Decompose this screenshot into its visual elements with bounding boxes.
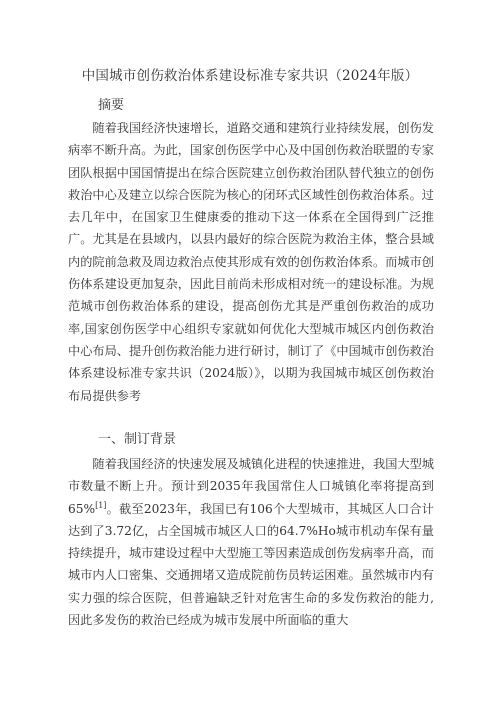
document-title: 中国城市创伤救治体系建设标准专家共识（2024年版） [81, 68, 419, 84]
background-text-part-b: 。截至2023年，我国已有106个大型城市，其城区人口合计达到了3.72亿，占全国城市城区人口的64.7%Ho城市机动车保有量持续提升，城市建设过程中大型施工等因素造成创伤发病率升高，而城市内人口密集、交通拥堵又造成院前伤员转运困难。虽然城市内有实力强的综合医院，但普遍缺乏针对危害生命的多发伤救治的能力,因此多发伤的救治已经成为城市发展中所面临的重大 [68, 501, 434, 628]
reference-marker: [1] [95, 500, 107, 510]
section-heading-background: 一、制订背景 [98, 432, 177, 447]
background-paragraph [68, 453, 434, 631]
abstract-paragraph: 随着我国经济快速增长，道路交通和建筑行业持续发展，创伤发病率不断升高。为此，国家创伤医学中心及中国创伤救治联盟的专家团队根据中国国情提出在综合医院建立创伤救治团队替代独立的创伤救治中心及建立以综合医院为核心的闭环式区域性创伤救治体系。过去几年中，在国家卫生健康委的推动下这一体系在全国得到广泛推广。尤其是在县域内，以县内最好的综合医院为救治主体，整合县域内的院前急救及周边救治点使其形成有效的创伤救治体系。而城市创伤体系建设更加复杂，因此目前尚未形成相对统一的建设标准。为规范城市创伤救治体系的建设，提高创伤尤其是严重创伤救治的成功率,国家创伤医学中心组织专家就如何优化大型城市城区内创伤救治中心布局、提升创伤救治能力进行研讨，制订了《中国城市创伤救治体系建设标准专家共识（2024版）》，以期为我国城市城区创伤救治布局提供参考 [68, 121, 434, 403]
background-text-part-a: 随着我国经济的快速发展及城镇化进程的快速推进，我国大型城市数量不断上升。预计到2035年我国常住人口城镇化率将提高到65% [68, 457, 434, 516]
abstract-label: 摘要 [98, 98, 125, 113]
